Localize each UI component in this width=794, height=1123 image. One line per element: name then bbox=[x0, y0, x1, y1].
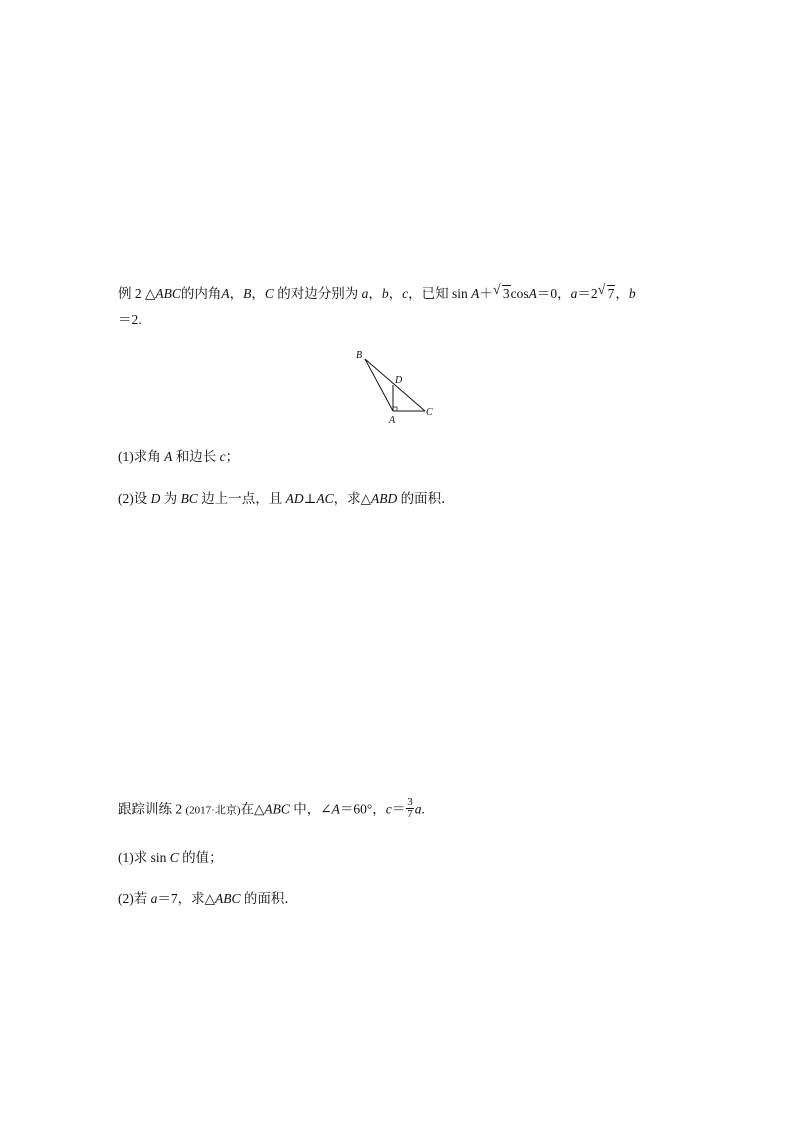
training-question-1 bbox=[118, 848, 223, 868]
label-D: D bbox=[395, 375, 403, 386]
text: ＝0， bbox=[536, 286, 571, 301]
text: 在△ bbox=[240, 801, 265, 817]
sqrt-7 bbox=[598, 284, 616, 304]
right-angle-mark bbox=[393, 407, 397, 411]
source: (2017·北京) bbox=[185, 804, 241, 817]
triangle-symbol: △ bbox=[145, 286, 156, 301]
example-label: 例 2 bbox=[118, 286, 142, 301]
var-a: a bbox=[150, 891, 158, 906]
label-A: A bbox=[389, 415, 396, 426]
text: 为 bbox=[160, 491, 181, 506]
var-A: A bbox=[528, 286, 537, 301]
text: 的内角 bbox=[180, 286, 222, 301]
var-a: a bbox=[414, 801, 422, 817]
sep: ， bbox=[229, 286, 244, 301]
var-C: C bbox=[169, 850, 179, 865]
plus: ＋ bbox=[479, 286, 493, 301]
var-abc: ABC bbox=[155, 286, 181, 301]
var-c: c bbox=[402, 286, 409, 301]
var-BC: BC bbox=[180, 491, 198, 506]
sep: ， bbox=[368, 286, 382, 301]
sqrt-value: 3 bbox=[502, 286, 510, 301]
var-c: c bbox=[219, 449, 226, 464]
var-A: A bbox=[164, 449, 173, 464]
text: . bbox=[421, 801, 425, 817]
var-A: A bbox=[221, 286, 230, 301]
perp-symbol: ⊥ bbox=[303, 491, 317, 506]
text: ，求△ bbox=[333, 491, 371, 506]
var-AD: AD bbox=[285, 491, 304, 506]
radical-icon: √ bbox=[492, 283, 501, 298]
text: ＝7，求△ bbox=[157, 891, 216, 906]
training-question-2 bbox=[118, 889, 298, 909]
var-ABC: ABC bbox=[264, 801, 290, 817]
var-ABD: ABD bbox=[371, 491, 398, 506]
text: 的值； bbox=[178, 850, 223, 865]
text: 中，∠ bbox=[289, 801, 332, 817]
var-B: B bbox=[243, 286, 252, 301]
sep: ， bbox=[251, 286, 265, 301]
question-2 bbox=[118, 489, 455, 509]
text: (1)求 sin bbox=[118, 850, 170, 865]
example-statement-line1 bbox=[118, 284, 636, 304]
text: ＝ bbox=[391, 801, 406, 817]
segment-BA bbox=[365, 359, 393, 411]
text: (1)求角 bbox=[118, 449, 165, 464]
var-D: D bbox=[150, 491, 161, 506]
var-a: a bbox=[361, 286, 369, 301]
question-1 bbox=[118, 447, 239, 467]
var-A: A bbox=[471, 286, 480, 301]
var-ABC: ABC bbox=[215, 891, 241, 906]
text: 的面积． bbox=[240, 891, 298, 906]
example-statement-line2 bbox=[118, 310, 142, 330]
var-c: c bbox=[385, 801, 392, 817]
text: ； bbox=[225, 449, 240, 464]
text: ＝2. bbox=[118, 312, 142, 327]
triangle-figure bbox=[350, 348, 440, 428]
var-C: C bbox=[264, 286, 274, 301]
sep: ， bbox=[615, 286, 629, 301]
radical-icon: √ bbox=[597, 283, 606, 298]
var-b: b bbox=[628, 286, 636, 301]
text: ＝60°， bbox=[339, 801, 386, 817]
var-AC: AC bbox=[316, 491, 334, 506]
text: 边上一点，且 bbox=[197, 491, 286, 506]
label-C: C bbox=[426, 407, 433, 418]
text: 和边长 bbox=[172, 449, 220, 464]
fraction bbox=[406, 797, 414, 820]
text: (2)若 bbox=[118, 891, 151, 906]
var-b: b bbox=[381, 286, 389, 301]
training-label: 跟踪训练 2 bbox=[118, 801, 183, 817]
cos: cos bbox=[510, 286, 529, 301]
text: ＝2 bbox=[577, 286, 598, 301]
sqrt-value: 7 bbox=[607, 286, 615, 301]
sep: ， bbox=[388, 286, 403, 301]
var-a: a bbox=[570, 286, 578, 301]
text: 的面积． bbox=[397, 491, 455, 506]
var-A: A bbox=[331, 801, 340, 817]
denominator: 7 bbox=[407, 808, 413, 820]
text: ，已知 sin bbox=[408, 286, 472, 301]
text: (2)设 bbox=[118, 491, 151, 506]
sqrt-3 bbox=[493, 284, 511, 304]
text: 的对边分别为 bbox=[277, 286, 359, 301]
label-B: B bbox=[356, 350, 363, 361]
numerator: 3 bbox=[407, 796, 413, 808]
training-statement bbox=[118, 796, 425, 822]
